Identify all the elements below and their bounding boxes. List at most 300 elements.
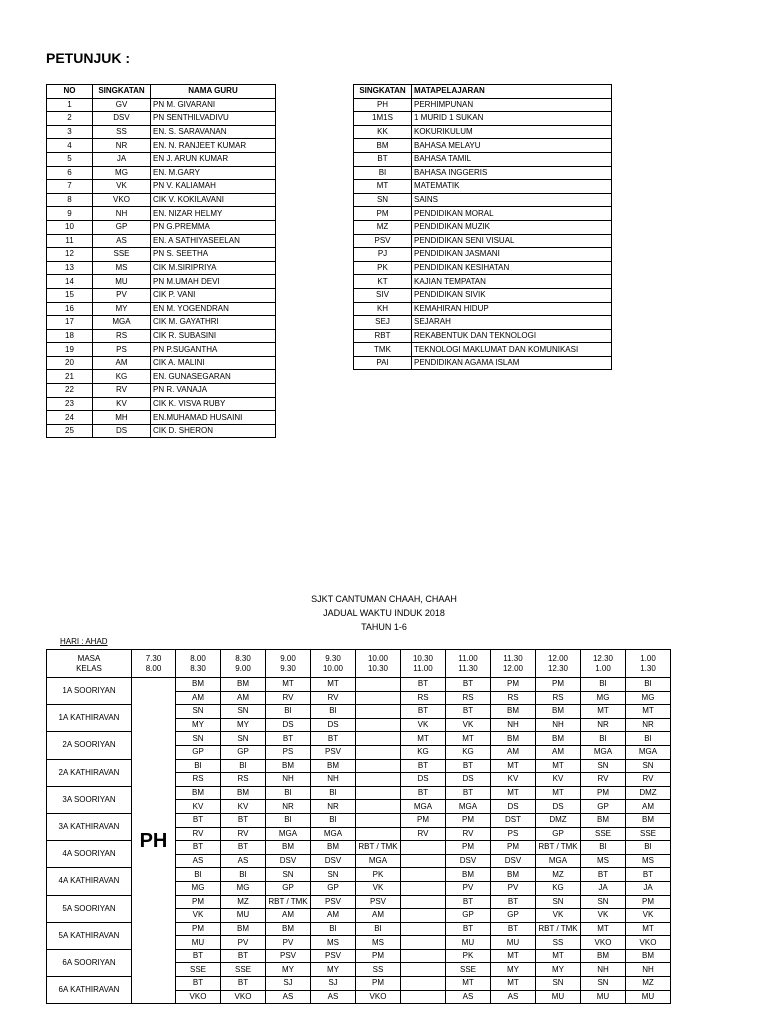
timetable-cell: BT bbox=[221, 977, 266, 991]
teacher-row bbox=[47, 411, 276, 425]
subject-name: BAHASA TAMIL bbox=[412, 152, 612, 166]
timetable-cell: BM bbox=[491, 705, 536, 719]
timetable-cell bbox=[401, 936, 446, 950]
timetable-cell: MY bbox=[311, 963, 356, 977]
timetable-cell: PM bbox=[356, 949, 401, 963]
teacher-name: EN. M.GARY bbox=[151, 166, 276, 180]
teacher-number: 11 bbox=[47, 234, 93, 248]
timetable-cell: KG bbox=[536, 881, 581, 895]
teacher-number: 25 bbox=[47, 424, 93, 438]
timetable-cell: BM bbox=[176, 786, 221, 800]
timetable-cell: BT bbox=[221, 813, 266, 827]
timetable-cell: NH bbox=[581, 963, 626, 977]
subject-code: BM bbox=[354, 139, 412, 153]
teacher-number: 7 bbox=[47, 180, 93, 194]
teacher-name: PN V. KALIAMAH bbox=[151, 180, 276, 194]
timetable-cell: BI bbox=[266, 786, 311, 800]
teacher-number: 21 bbox=[47, 370, 93, 384]
timetable-cell: BT bbox=[176, 813, 221, 827]
subject-name: PENDIDIKAN JASMANI bbox=[412, 248, 612, 262]
teacher-number: 10 bbox=[47, 220, 93, 234]
subject-row bbox=[354, 193, 612, 207]
timetable-cell: RS bbox=[176, 773, 221, 787]
timetable-cell: SN bbox=[176, 732, 221, 746]
timetable-title: JADUAL WAKTU INDUK 2018 bbox=[323, 608, 445, 618]
teacher-code: KG bbox=[93, 370, 151, 384]
teacher-name: EN. S. SARAVANAN bbox=[151, 125, 276, 139]
timetable-cell: GP bbox=[536, 827, 581, 841]
timetable-cell: DS bbox=[266, 718, 311, 732]
timetable-cell: BI bbox=[311, 922, 356, 936]
subject-name: KEMAHIRAN HIDUP bbox=[412, 302, 612, 316]
timetable-cell: SN bbox=[581, 977, 626, 991]
timetable-cell: AM bbox=[491, 745, 536, 759]
teacher-row bbox=[47, 98, 276, 112]
timetable-cell: BT bbox=[176, 949, 221, 963]
timetable-cell: VKO bbox=[176, 990, 221, 1004]
timetable-cell: SSE bbox=[581, 827, 626, 841]
subject-name: 1 MURID 1 SUKAN bbox=[412, 112, 612, 126]
subject-code: 1M1S bbox=[354, 112, 412, 126]
teacher-number: 19 bbox=[47, 343, 93, 357]
teacher-number: 15 bbox=[47, 288, 93, 302]
timetable-cell: PSV bbox=[311, 895, 356, 909]
timetable-cell: BT bbox=[266, 732, 311, 746]
timetable-cell: BM bbox=[266, 922, 311, 936]
teacher-number: 16 bbox=[47, 302, 93, 316]
teacher-code: GP bbox=[93, 220, 151, 234]
teacher-code: AS bbox=[93, 234, 151, 248]
timetable-cell: SS bbox=[536, 936, 581, 950]
timetable-cell: MT bbox=[581, 705, 626, 719]
teacher-number: 12 bbox=[47, 248, 93, 262]
subject-code: SIV bbox=[354, 288, 412, 302]
timetable-cell: DST bbox=[491, 813, 536, 827]
period-header: 1.00 1.30 bbox=[626, 650, 671, 678]
teacher-name: EN. NIZAR HELMY bbox=[151, 207, 276, 221]
timetable-cell: MU bbox=[626, 990, 671, 1004]
timetable-cell bbox=[356, 705, 401, 719]
timetable-cell bbox=[356, 827, 401, 841]
period-header: 11.30 12.00 bbox=[491, 650, 536, 678]
timetable-cell: BI bbox=[356, 922, 401, 936]
teacher-name: PN R. VANAJA bbox=[151, 384, 276, 398]
teacher-number: 2 bbox=[47, 112, 93, 126]
teacher-number: 23 bbox=[47, 397, 93, 411]
timetable-cell: BM bbox=[221, 786, 266, 800]
teacher-name: CIK P. VANI bbox=[151, 288, 276, 302]
period-header: 12.30 1.00 bbox=[581, 650, 626, 678]
subject-row bbox=[354, 275, 612, 289]
teacher-row bbox=[47, 343, 276, 357]
timetable-cell: MT bbox=[536, 759, 581, 773]
timetable-cell bbox=[356, 745, 401, 759]
period-header: 7.30 8.00 bbox=[132, 650, 176, 678]
timetable-cell: VKO bbox=[221, 990, 266, 1004]
timetable-cell: BI bbox=[581, 732, 626, 746]
timetable-cell: MT bbox=[626, 705, 671, 719]
subject-row bbox=[354, 166, 612, 180]
timetable-cell: NR bbox=[266, 800, 311, 814]
timetable-cell: BM bbox=[626, 813, 671, 827]
timetable-cell: BI bbox=[221, 759, 266, 773]
timetable-cell: MGA bbox=[446, 800, 491, 814]
timetable-cell: VKO bbox=[581, 936, 626, 950]
timetable-cell: BT bbox=[446, 759, 491, 773]
timetable-cell: NR bbox=[626, 718, 671, 732]
timetable-cell: BT bbox=[401, 705, 446, 719]
subject-name: BAHASA MELAYU bbox=[412, 139, 612, 153]
timetable-cell: AM bbox=[536, 745, 581, 759]
timetable-cell: SSE bbox=[221, 963, 266, 977]
timetable-cell: BM bbox=[221, 678, 266, 692]
subject-row bbox=[354, 125, 612, 139]
timetable-cell: RS bbox=[401, 691, 446, 705]
timetable-cell: PM bbox=[491, 678, 536, 692]
period-header: 10.30 11.00 bbox=[401, 650, 446, 678]
timetable-cell: MZ bbox=[536, 868, 581, 882]
timetable-cell: BT bbox=[626, 868, 671, 882]
timetable-cell: BI bbox=[266, 705, 311, 719]
timetable-cell: BM bbox=[311, 759, 356, 773]
timetable-cell: BI bbox=[311, 786, 356, 800]
timetable-cell: VKO bbox=[626, 936, 671, 950]
timetable-cell bbox=[356, 678, 401, 692]
timetable-cell: PSV bbox=[311, 949, 356, 963]
class-name: 3A SOORIYAN bbox=[47, 786, 132, 813]
teacher-name: EN J. ARUN KUMAR bbox=[151, 152, 276, 166]
timetable-cell: BT bbox=[176, 841, 221, 855]
column-header: NO bbox=[47, 85, 93, 99]
timetable-cell: MU bbox=[581, 990, 626, 1004]
teacher-number: 17 bbox=[47, 316, 93, 330]
teacher-row bbox=[47, 424, 276, 438]
timetable-cell bbox=[401, 922, 446, 936]
timetable-cell: PM bbox=[626, 895, 671, 909]
timetable-cell: DS bbox=[536, 800, 581, 814]
column-header: MATAPELAJARAN bbox=[412, 85, 612, 99]
subject-name: SEJARAH bbox=[412, 316, 612, 330]
timetable-cell: AM bbox=[176, 691, 221, 705]
timetable-cell: RS bbox=[446, 691, 491, 705]
teacher-code: NR bbox=[93, 139, 151, 153]
teacher-code: MY bbox=[93, 302, 151, 316]
timetable-cell: GP bbox=[446, 909, 491, 923]
teacher-name: EN. GUNASEGARAN bbox=[151, 370, 276, 384]
teacher-number: 18 bbox=[47, 329, 93, 343]
teacher-code: DSV bbox=[93, 112, 151, 126]
timetable-cell: PV bbox=[491, 881, 536, 895]
subject-code: MT bbox=[354, 180, 412, 194]
timetable-cell: JA bbox=[626, 881, 671, 895]
timetable-cell: BT bbox=[446, 786, 491, 800]
timetable-cell: NH bbox=[536, 718, 581, 732]
subject-table bbox=[353, 84, 612, 370]
assembly-cell: PH bbox=[132, 678, 176, 1004]
timetable-cell: GP bbox=[176, 745, 221, 759]
timetable-cell: SN bbox=[581, 759, 626, 773]
timetable-cell: BI bbox=[266, 813, 311, 827]
subject-row bbox=[354, 288, 612, 302]
timetable-cell bbox=[401, 977, 446, 991]
teacher-name: EN. N. RANJEET KUMAR bbox=[151, 139, 276, 153]
teacher-row bbox=[47, 193, 276, 207]
teacher-number: 1 bbox=[47, 98, 93, 112]
timetable-cell: DS bbox=[446, 773, 491, 787]
timetable-cell: BM bbox=[446, 868, 491, 882]
timetable-cell: AM bbox=[626, 800, 671, 814]
subject-row bbox=[354, 112, 612, 126]
subject-row bbox=[354, 261, 612, 275]
timetable-cell: AS bbox=[311, 990, 356, 1004]
teacher-name: PN P.SUGANTHA bbox=[151, 343, 276, 357]
teacher-row bbox=[47, 329, 276, 343]
teacher-row bbox=[47, 316, 276, 330]
teacher-name: PN S. SEETHA bbox=[151, 248, 276, 262]
timetable-cell: BM bbox=[266, 759, 311, 773]
timetable-cell: MT bbox=[536, 786, 581, 800]
timetable-cell: DMZ bbox=[536, 813, 581, 827]
teacher-code: RS bbox=[93, 329, 151, 343]
timetable-titles bbox=[0, 592, 768, 634]
timetable-cell: PM bbox=[491, 841, 536, 855]
timetable-cell: BM bbox=[626, 949, 671, 963]
timetable-cell: VK bbox=[536, 909, 581, 923]
teacher-number: 13 bbox=[47, 261, 93, 275]
subject-code: RBT bbox=[354, 329, 412, 343]
timetable-cell: DS bbox=[401, 773, 446, 787]
timetable-cell: BI bbox=[311, 813, 356, 827]
teacher-row bbox=[47, 275, 276, 289]
teacher-name: PN M.UMAH DEVI bbox=[151, 275, 276, 289]
timetable-cell: AM bbox=[356, 909, 401, 923]
teacher-number: 22 bbox=[47, 384, 93, 398]
class-name: 1A SOORIYAN bbox=[47, 678, 132, 705]
subject-name: PENDIDIKAN AGAMA ISLAM bbox=[412, 356, 612, 370]
teacher-row bbox=[47, 166, 276, 180]
timetable-cell: GP bbox=[581, 800, 626, 814]
grade-range: TAHUN 1-6 bbox=[361, 622, 407, 632]
period-header: 8.30 9.00 bbox=[221, 650, 266, 678]
timetable-cell: MT bbox=[491, 786, 536, 800]
timetable-cell: RV bbox=[176, 827, 221, 841]
teacher-name: CIK V. KOKILAVANI bbox=[151, 193, 276, 207]
timetable-cell: PS bbox=[491, 827, 536, 841]
teacher-name: EN. A SATHIYASEELAN bbox=[151, 234, 276, 248]
timetable-cell: GP bbox=[311, 881, 356, 895]
subject-code: BI bbox=[354, 166, 412, 180]
timetable-cell bbox=[401, 841, 446, 855]
timetable-cell: PM bbox=[356, 977, 401, 991]
timetable-cell bbox=[356, 718, 401, 732]
teacher-code: MH bbox=[93, 411, 151, 425]
subject-name: MATEMATIK bbox=[412, 180, 612, 194]
teacher-code: MS bbox=[93, 261, 151, 275]
subject-row bbox=[354, 316, 612, 330]
timetable-cell: SJ bbox=[311, 977, 356, 991]
timetable-cell: BT bbox=[221, 949, 266, 963]
timetable-cell: MGA bbox=[311, 827, 356, 841]
teacher-code: RV bbox=[93, 384, 151, 398]
class-name: 5A KATHIRAVAN bbox=[47, 922, 132, 949]
teacher-row bbox=[47, 288, 276, 302]
timetable-cell: AS bbox=[446, 990, 491, 1004]
timetable-cell: MU bbox=[221, 909, 266, 923]
timetable-cell: BI bbox=[626, 678, 671, 692]
timetable-cell: MT bbox=[446, 732, 491, 746]
timetable-cell: BM bbox=[491, 868, 536, 882]
timetable-cell: AS bbox=[266, 990, 311, 1004]
school-name: SJKT CANTUMAN CHAAH, CHAAH bbox=[311, 594, 457, 604]
class-name: 3A KATHIRAVAN bbox=[47, 813, 132, 840]
timetable-cell: SN bbox=[581, 895, 626, 909]
teacher-name: PN G.PREMMA bbox=[151, 220, 276, 234]
timetable-cell: PM bbox=[446, 813, 491, 827]
teacher-row bbox=[47, 125, 276, 139]
subject-code: KK bbox=[354, 125, 412, 139]
teacher-code: AM bbox=[93, 356, 151, 370]
teacher-name: PN SENTHILVADIVU bbox=[151, 112, 276, 126]
teacher-number: 5 bbox=[47, 152, 93, 166]
timetable-cell: NR bbox=[581, 718, 626, 732]
class-name: 2A KATHIRAVAN bbox=[47, 759, 132, 786]
timetable-cell: AM bbox=[266, 909, 311, 923]
timetable-cell: VK bbox=[176, 909, 221, 923]
teacher-number: 24 bbox=[47, 411, 93, 425]
timetable-cell: SSE bbox=[176, 963, 221, 977]
teacher-row bbox=[47, 234, 276, 248]
timetable-header-row bbox=[47, 650, 671, 678]
timetable-cell: BM bbox=[581, 813, 626, 827]
subject-code: KH bbox=[354, 302, 412, 316]
timetable-cell: AS bbox=[491, 990, 536, 1004]
timetable-cell: BI bbox=[311, 705, 356, 719]
timetable-cell: MZ bbox=[221, 895, 266, 909]
timetable-cell bbox=[401, 949, 446, 963]
timetable-cell: PK bbox=[356, 868, 401, 882]
teacher-code: MG bbox=[93, 166, 151, 180]
timetable-cell: MY bbox=[491, 963, 536, 977]
class-name: 5A SOORIYAN bbox=[47, 895, 132, 922]
timetable-cell: MT bbox=[491, 977, 536, 991]
timetable-cell: MGA bbox=[356, 854, 401, 868]
timetable-cell: PM bbox=[536, 678, 581, 692]
timetable-cell: AS bbox=[176, 854, 221, 868]
timetable-cell bbox=[401, 895, 446, 909]
timetable-cell: BT bbox=[491, 895, 536, 909]
teacher-row bbox=[47, 220, 276, 234]
timetable-cell bbox=[401, 963, 446, 977]
teacher-name: CIK D. SHERON bbox=[151, 424, 276, 438]
timetable-cell: RV bbox=[221, 827, 266, 841]
subject-row bbox=[354, 220, 612, 234]
timetable-cell: MY bbox=[176, 718, 221, 732]
timetable-cell: BI bbox=[581, 678, 626, 692]
timetable-cell: BT bbox=[446, 922, 491, 936]
class-name: 4A SOORIYAN bbox=[47, 841, 132, 868]
subject-code: PJ bbox=[354, 248, 412, 262]
timetable-cell: MU bbox=[446, 936, 491, 950]
timetable-cell: PM bbox=[176, 895, 221, 909]
timetable-cell: DSV bbox=[446, 854, 491, 868]
timetable-cell: NR bbox=[311, 800, 356, 814]
timetable-cell bbox=[356, 800, 401, 814]
timetable-cell: RV bbox=[401, 827, 446, 841]
timetable-cell: VK bbox=[446, 718, 491, 732]
subject-code: PAI bbox=[354, 356, 412, 370]
subject-row bbox=[354, 248, 612, 262]
timetable-cell: MT bbox=[446, 977, 491, 991]
timetable-cell: BM bbox=[221, 922, 266, 936]
timetable-cell: BI bbox=[626, 732, 671, 746]
timetable-cell: RV bbox=[626, 773, 671, 787]
timetable-cell: RV bbox=[311, 691, 356, 705]
timetable-cell: MG bbox=[581, 691, 626, 705]
column-header: SINGKATAN bbox=[354, 85, 412, 99]
timetable-cell bbox=[401, 909, 446, 923]
subject-row bbox=[354, 329, 612, 343]
timetable-cell: SS bbox=[356, 963, 401, 977]
timetable-cell: BM bbox=[581, 949, 626, 963]
subject-row bbox=[354, 180, 612, 194]
teacher-code: PS bbox=[93, 343, 151, 357]
timetable-cell: PK bbox=[446, 949, 491, 963]
timetable-cell: BM bbox=[311, 841, 356, 855]
timetable-cell: PV bbox=[446, 881, 491, 895]
timetable-cell: MGA bbox=[626, 745, 671, 759]
teacher-name: CIK K. VISVA RUBY bbox=[151, 397, 276, 411]
teacher-row bbox=[47, 152, 276, 166]
subject-name: KOKURIKULUM bbox=[412, 125, 612, 139]
subject-code: KT bbox=[354, 275, 412, 289]
timetable-cell: NH bbox=[266, 773, 311, 787]
timetable-cell: KV bbox=[221, 800, 266, 814]
timetable-cell: BI bbox=[626, 841, 671, 855]
subject-name: REKABENTUK DAN TEKNOLOGI bbox=[412, 329, 612, 343]
timetable-cell: AS bbox=[221, 854, 266, 868]
teacher-table bbox=[46, 84, 276, 438]
timetable-cell: PM bbox=[446, 841, 491, 855]
teacher-code: MGA bbox=[93, 316, 151, 330]
timetable-cell: MT bbox=[311, 678, 356, 692]
timetable-cell: RV bbox=[581, 773, 626, 787]
timetable-cell: RS bbox=[491, 691, 536, 705]
timetable-cell: BI bbox=[176, 759, 221, 773]
subject-row bbox=[354, 343, 612, 357]
day-label: HARI : AHAD bbox=[60, 637, 108, 646]
subject-name: PENDIDIKAN SENI VISUAL bbox=[412, 234, 612, 248]
timetable-cell bbox=[356, 691, 401, 705]
timetable-cell: MG bbox=[626, 691, 671, 705]
timetable-cell: BI bbox=[581, 841, 626, 855]
teacher-number: 3 bbox=[47, 125, 93, 139]
subject-code: SEJ bbox=[354, 316, 412, 330]
timetable-cell: DSV bbox=[491, 854, 536, 868]
timetable-cell: SSE bbox=[446, 963, 491, 977]
timetable-cell: BM bbox=[491, 732, 536, 746]
class-name: 1A KATHIRAVAN bbox=[47, 705, 132, 732]
teacher-name: CIK M.SIRIPRIYA bbox=[151, 261, 276, 275]
timetable-cell: PM bbox=[401, 813, 446, 827]
timetable-cell: DS bbox=[311, 718, 356, 732]
timetable-cell: BT bbox=[401, 759, 446, 773]
timetable-cell: BM bbox=[536, 705, 581, 719]
teacher-number: 4 bbox=[47, 139, 93, 153]
timetable-cell: SN bbox=[536, 977, 581, 991]
teacher-row bbox=[47, 261, 276, 275]
timetable-cell bbox=[401, 881, 446, 895]
teacher-row bbox=[47, 248, 276, 262]
